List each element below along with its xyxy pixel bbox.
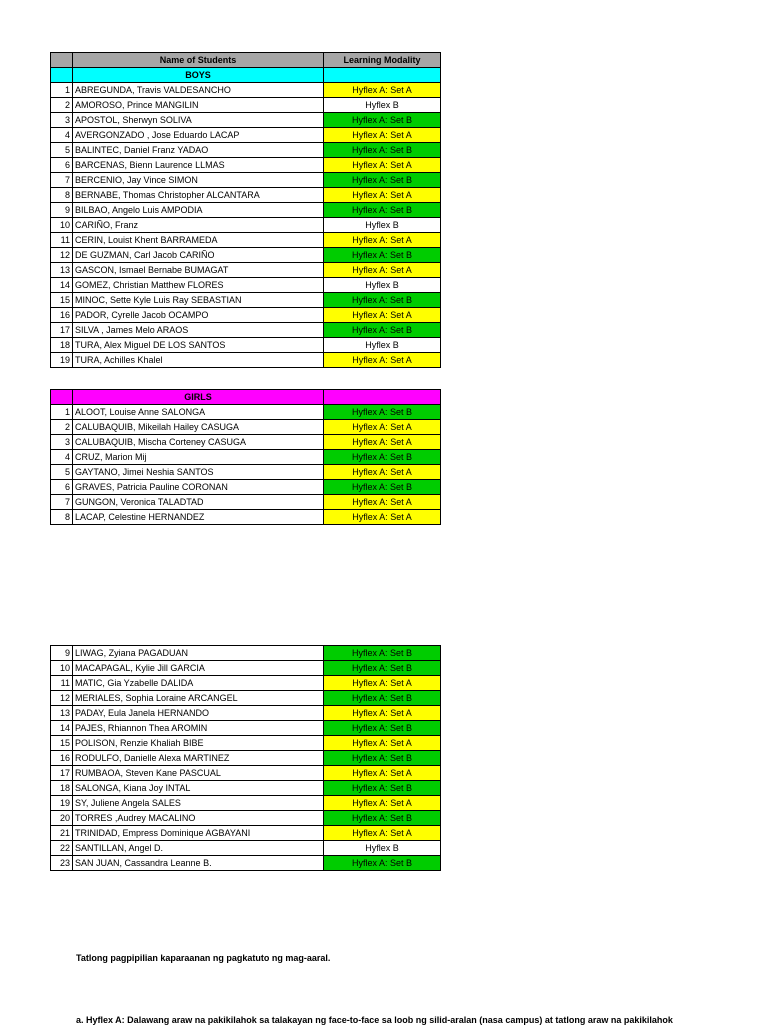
table-header-row (51, 53, 441, 68)
learning-modality: Hyflex A: Set B (324, 203, 441, 218)
row-number: 3 (51, 113, 73, 128)
student-name: TRINIDAD, Empress Dominique AGBAYANI (73, 826, 324, 841)
row-number: 16 (51, 751, 73, 766)
girls-section-label: GIRLS (73, 390, 324, 405)
row-number: 15 (51, 736, 73, 751)
table-row (51, 203, 441, 218)
table-row (51, 856, 441, 871)
learning-modality: Hyflex B (324, 98, 441, 113)
student-name: MINOC, Sette Kyle Luis Ray SEBASTIAN (73, 293, 324, 308)
student-name: CALUBAQUIB, Mikeilah Hailey CASUGA (73, 420, 324, 435)
row-number: 9 (51, 203, 73, 218)
table-row (51, 706, 441, 721)
header-modality: Learning Modality (324, 53, 441, 68)
learning-modality: Hyflex A: Set A (324, 736, 441, 751)
table-row (51, 661, 441, 676)
learning-modality: Hyflex A: Set A (324, 158, 441, 173)
learning-modality: Hyflex B (324, 841, 441, 856)
girls-roster-continued-table (50, 645, 441, 871)
learning-modality: Hyflex A: Set B (324, 811, 441, 826)
row-number: 21 (51, 826, 73, 841)
learning-modality: Hyflex A: Set B (324, 248, 441, 263)
student-name: BALINTEC, Daniel Franz YADAO (73, 143, 324, 158)
learning-modality: Hyflex A: Set A (324, 83, 441, 98)
learning-modality: Hyflex A: Set A (324, 188, 441, 203)
student-name: POLISON, Renzie Khaliah BIBE (73, 736, 324, 751)
learning-modality: Hyflex A: Set B (324, 691, 441, 706)
table-row (51, 188, 441, 203)
learning-modality: Hyflex A: Set A (324, 495, 441, 510)
row-number: 23 (51, 856, 73, 871)
table-row (51, 465, 441, 480)
row-number: 19 (51, 796, 73, 811)
learning-modality: Hyflex A: Set A (324, 796, 441, 811)
learning-modality: Hyflex A: Set B (324, 781, 441, 796)
header-name: Name of Students (73, 53, 324, 68)
row-number: 7 (51, 495, 73, 510)
table-row (51, 98, 441, 113)
table-row (51, 826, 441, 841)
table-row (51, 308, 441, 323)
boys-section-label: BOYS (73, 68, 324, 83)
row-number: 16 (51, 308, 73, 323)
student-name: BERNABE, Thomas Christopher ALCANTARA (73, 188, 324, 203)
student-name: GUNGON, Veronica TALADTAD (73, 495, 324, 510)
student-name: GOMEZ, Christian Matthew FLORES (73, 278, 324, 293)
learning-modality: Hyflex A: Set B (324, 173, 441, 188)
student-name: PADOR, Cyrelle Jacob OCAMPO (73, 308, 324, 323)
student-name: RUMBAOA, Steven Kane PASCUAL (73, 766, 324, 781)
learning-modality: Hyflex A: Set A (324, 420, 441, 435)
learning-modality: Hyflex A: Set B (324, 646, 441, 661)
table-row (51, 721, 441, 736)
table-row (51, 841, 441, 856)
learning-modality: Hyflex A: Set A (324, 128, 441, 143)
table-row (51, 420, 441, 435)
learning-modality: Hyflex A: Set B (324, 661, 441, 676)
row-number: 2 (51, 98, 73, 113)
learning-modality: Hyflex A: Set A (324, 465, 441, 480)
student-name: SAN JUAN, Cassandra Leanne B. (73, 856, 324, 871)
row-number: 14 (51, 278, 73, 293)
student-name: LIWAG, Zyiana PAGADUAN (73, 646, 324, 661)
student-name: MERIALES, Sophia Loraine ARCANGEL (73, 691, 324, 706)
learning-modality: Hyflex A: Set A (324, 826, 441, 841)
student-name: ABREGUNDA, Travis VALDESANCHO (73, 83, 324, 98)
row-number: 1 (51, 405, 73, 420)
table-row (51, 248, 441, 263)
row-number: 11 (51, 233, 73, 248)
table-row (51, 353, 441, 368)
student-name: BILBAO, Angelo Luis AMPODIA (73, 203, 324, 218)
row-number: 18 (51, 781, 73, 796)
table-row (51, 480, 441, 495)
table-row (51, 173, 441, 188)
table-row (51, 158, 441, 173)
student-name: PADAY, Eula Janela HERNANDO (73, 706, 324, 721)
learning-modality: Hyflex A: Set A (324, 766, 441, 781)
student-name: LACAP, Celestine HERNANDEZ (73, 510, 324, 525)
header-number (51, 53, 73, 68)
student-name: BARCENAS, Bienn Laurence LLMAS (73, 158, 324, 173)
table-row (51, 128, 441, 143)
table-row (51, 278, 441, 293)
row-number: 17 (51, 766, 73, 781)
row-number: 20 (51, 811, 73, 826)
table-row (51, 323, 441, 338)
student-name: TURA, Alex Miguel DE LOS SANTOS (73, 338, 324, 353)
student-name: SALONGA, Kiana Joy INTAL (73, 781, 324, 796)
learning-modality: Hyflex A: Set A (324, 510, 441, 525)
row-number: 7 (51, 173, 73, 188)
table-row (51, 796, 441, 811)
student-name: BERCENIO, Jay Vince SIMON (73, 173, 324, 188)
student-name: GAYTANO, Jimei Neshia SANTOS (73, 465, 324, 480)
learning-modality: Hyflex A: Set B (324, 323, 441, 338)
table-row (51, 510, 441, 525)
row-number: 18 (51, 338, 73, 353)
table-row (51, 218, 441, 233)
student-name: RODULFO, Danielle Alexa MARTINEZ (73, 751, 324, 766)
table-row (51, 450, 441, 465)
table-row (51, 766, 441, 781)
table-row (51, 781, 441, 796)
modality-option-a: a. Hyflex A: Dalawang araw na pakikilahok sa talakayan ng face-to-face sa loob ng silid-aralan (nasa campus) at tatlong araw na pakikilahok (76, 1015, 673, 1025)
table-row (51, 751, 441, 766)
table-row (51, 405, 441, 420)
row-number: 9 (51, 646, 73, 661)
learning-modality: Hyflex B (324, 278, 441, 293)
student-name: TORRES ,Audrey MACALINO (73, 811, 324, 826)
table-row (51, 143, 441, 158)
student-name: ALOOT, Louise Anne SALONGA (73, 405, 324, 420)
row-number: 13 (51, 706, 73, 721)
row-number: 6 (51, 480, 73, 495)
row-number: 5 (51, 465, 73, 480)
row-number: 10 (51, 661, 73, 676)
student-name: CRUZ, Marion Mij (73, 450, 324, 465)
table-row (51, 736, 441, 751)
row-number: 4 (51, 128, 73, 143)
student-name: MATIC, Gia Yzabelle DALIDA (73, 676, 324, 691)
student-name: CALUBAQUIB, Mischa Corteney CASUGA (73, 435, 324, 450)
table-row (51, 113, 441, 128)
table-row (51, 338, 441, 353)
student-name: TURA, Achilles Khalel (73, 353, 324, 368)
girls-roster-table (50, 389, 441, 525)
learning-modality: Hyflex A: Set A (324, 435, 441, 450)
table-row (51, 646, 441, 661)
boys-roster-table (50, 52, 441, 368)
student-name: SANTILLAN, Angel D. (73, 841, 324, 856)
row-number: 12 (51, 248, 73, 263)
learning-modality: Hyflex A: Set A (324, 676, 441, 691)
student-name: GRAVES, Patricia Pauline CORONAN (73, 480, 324, 495)
table-row (51, 676, 441, 691)
row-number: 17 (51, 323, 73, 338)
student-name: APOSTOL, Sherwyn SOLIVA (73, 113, 324, 128)
row-number: 10 (51, 218, 73, 233)
table-row (51, 263, 441, 278)
learning-modality: Hyflex A: Set A (324, 353, 441, 368)
learning-modality: Hyflex A: Set A (324, 233, 441, 248)
student-name: SY, Juliene Angela SALES (73, 796, 324, 811)
learning-modality: Hyflex A: Set A (324, 308, 441, 323)
row-number: 4 (51, 450, 73, 465)
row-number: 2 (51, 420, 73, 435)
learning-modality: Hyflex A: Set A (324, 263, 441, 278)
learning-modality: Hyflex A: Set B (324, 143, 441, 158)
learning-modality: Hyflex B (324, 338, 441, 353)
row-number: 1 (51, 83, 73, 98)
row-number: 8 (51, 510, 73, 525)
row-number: 5 (51, 143, 73, 158)
row-number: 11 (51, 676, 73, 691)
modality-options-title: Tatlong pagpipilian kaparaanan ng pagkatuto ng mag-aaral. (76, 953, 331, 963)
student-name: MACAPAGAL, Kylie Jill GARCIA (73, 661, 324, 676)
row-number: 14 (51, 721, 73, 736)
row-number: 8 (51, 188, 73, 203)
row-number: 22 (51, 841, 73, 856)
table-row (51, 293, 441, 308)
table-row (51, 83, 441, 98)
row-number: 13 (51, 263, 73, 278)
student-name: GASCON, Ismael Bernabe BUMAGAT (73, 263, 324, 278)
boys-section-row (51, 68, 441, 83)
learning-modality: Hyflex A: Set B (324, 405, 441, 420)
row-number: 6 (51, 158, 73, 173)
learning-modality: Hyflex A: Set B (324, 450, 441, 465)
row-number: 3 (51, 435, 73, 450)
student-name: AMOROSO, Prince MANGILIN (73, 98, 324, 113)
row-number: 15 (51, 293, 73, 308)
table-row (51, 435, 441, 450)
learning-modality: Hyflex A: Set B (324, 721, 441, 736)
student-name: CERIN, Louist Khent BARRAMEDA (73, 233, 324, 248)
row-number: 12 (51, 691, 73, 706)
learning-modality: Hyflex A: Set A (324, 706, 441, 721)
student-name: SILVA , James Melo ARAOS (73, 323, 324, 338)
girls-section-row (51, 390, 441, 405)
table-row (51, 233, 441, 248)
table-row (51, 495, 441, 510)
learning-modality: Hyflex B (324, 218, 441, 233)
learning-modality: Hyflex A: Set B (324, 113, 441, 128)
student-name: AVERGONZADO , Jose Eduardo LACAP (73, 128, 324, 143)
student-name: PAJES, Rhiannon Thea AROMIN (73, 721, 324, 736)
learning-modality: Hyflex A: Set B (324, 751, 441, 766)
table-row (51, 691, 441, 706)
learning-modality: Hyflex A: Set B (324, 856, 441, 871)
row-number: 19 (51, 353, 73, 368)
learning-modality: Hyflex A: Set B (324, 480, 441, 495)
learning-modality: Hyflex A: Set B (324, 293, 441, 308)
student-name: DE GUZMAN, Carl Jacob CARIÑO (73, 248, 324, 263)
student-name: CARIÑO, Franz (73, 218, 324, 233)
table-row (51, 811, 441, 826)
